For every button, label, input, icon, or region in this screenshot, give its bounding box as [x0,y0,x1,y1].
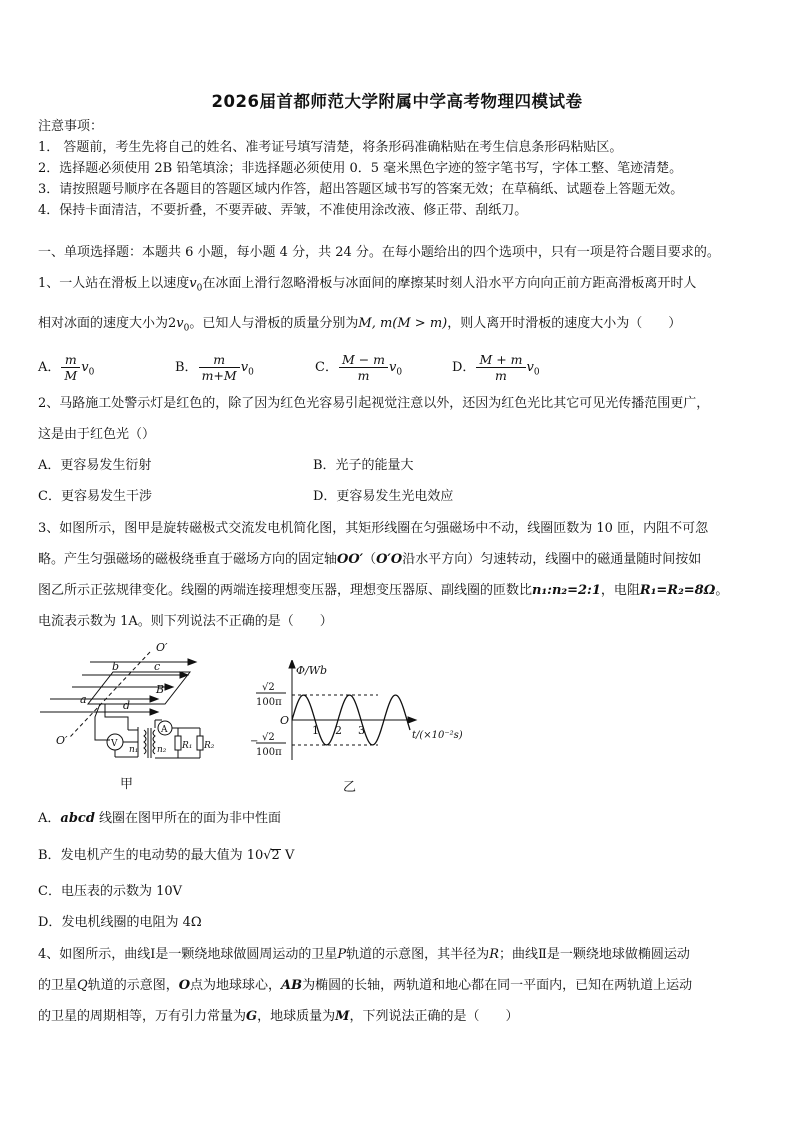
label-b: b [112,660,120,673]
notice-heading: 注意事项： [38,119,104,134]
q3-option-b: B．发电机产生的电动势的最大值为 10√2 V [38,848,295,863]
q3-line-2: 略。产生匀强磁场的磁极绕垂直于磁场方向的固定轴OO′（O′O沿水平方向）匀速转动，线圈中的磁通量随时间按如 [38,552,702,567]
resistor-r1 [175,736,181,750]
ymax-denominator: 100π [256,697,282,708]
ymax-numerator: √2 [262,682,275,693]
q1-text: ，则人离开时滑板的速度大小为（ ） [447,316,682,331]
label-B: B [156,683,165,696]
q1-mass: M, m(M > m) [358,316,448,331]
y-axis-label: Φ/Wb [296,664,328,677]
label-r1: R₁ [182,741,193,751]
q1-option-b: B． $\frac{m}{m+M}$ $v_0$ [175,352,254,383]
ymin-denominator: 100π [256,747,282,758]
label-o-prime-bottom: O′ [56,734,68,747]
q3-option-a: A．abcd 线圈在图甲所在的面为非中性面 [38,811,282,826]
q2-line-2: 这是由于红色光（） [38,427,156,442]
x-tick-2: 2 [335,724,342,737]
q1-option-c: C． $\frac{M - m}{m}$ $v_0$ [315,352,403,383]
x-axis-label: t/(×10⁻²s) [412,730,463,741]
q3-line-4: 电流表示数为 1A。则下列说法不正确的是（ ） [38,614,333,629]
secondary-coil [153,730,155,754]
ymin-numerator: √2 [262,732,275,743]
q4-line-3: 的卫星的周期相等，万有引力常量为G，地球质量为M，下列说法正确的是（ ） [38,1009,519,1024]
q1-line-2 [38,315,681,338]
q1-text: 1、一人站在滑板上以速度 [38,276,190,291]
resistor-r2 [197,736,203,750]
field-arrow [180,672,188,678]
label-d: d [123,699,131,712]
notice-item-3: 3．请按照题号顺序在各题目的答题区域内作答，超出答题区域书写的答案无效；在草稿纸、试题卷上答题无效。 [38,182,684,197]
figure-jia-generator [40,642,230,772]
q2-option-a: A．更容易发生衍射 [38,458,152,473]
q1-line-1 [38,275,696,298]
field-arrow [188,659,196,665]
label-A: A [161,725,168,735]
label-c: c [154,660,161,673]
label-n1: n₁ [129,745,139,755]
q3-line-1: 3、如图所示，图甲是旋转磁极式交流发电机简化图，其矩形线圈在匀强磁场中不动，线圈匝数为 10 匝，内阻不可忽 [38,521,709,536]
notice-item-4: 4．保持卡面清洁，不要折叠，不要弄破、弄皱，不准使用涂改液、修正带、刮纸刀。 [38,203,528,218]
lead-wire [95,704,110,740]
q3-option-d: D．发电机线圈的电阻为 4Ω [38,915,202,930]
x-tick-1: 1 [312,724,319,737]
q1-option-d: D． $\frac{M + m}{m}$ $v_0$ [452,352,540,383]
q3-option-c: C．电压表的示数为 10V [38,884,183,899]
primary-coil [144,730,146,754]
caption-jia: 甲 [120,777,134,792]
ymin-sign: − [250,736,259,747]
notice-item-1: 1． 答题前，考生先将自己的姓名、准考证号填写清楚，将条形码准确粘贴在考生信息条形码粘贴区。 [38,140,623,155]
q1-text: 在冰面上滑行忽略滑板与冰面间的摩擦某时刻人沿水平方向向正前方距高滑板离开时人 [202,276,697,291]
caption-yi: 乙 [343,780,357,795]
q4-line-2: 的卫星Q轨道的示意图，O点为地球球心，AB为椭圆的长轴，两轨道和地心都在同一平面内，已知在两轨道上运动 [38,978,693,993]
q2-option-c: C．更容易发生干涉 [38,489,152,504]
q1-v0: $v_0$ [189,276,203,294]
origin-label: O [280,714,290,727]
page-title: 2026届首都师范大学附属中学高考物理四模试卷 [211,92,583,111]
label-V: V [111,739,118,749]
label-o-prime-top: O′ [156,642,168,654]
q2-line-1: 2、马路施工处警示灯是红色的，除了因为红色光容易引起视觉注意以外，还因为红色光比其它可见光传播范围更广， [38,396,710,411]
q4-line-1: 4、如图所示，曲线Ⅰ是一颗绕地球做圆周运动的卫星P轨道的示意图，其半径为R；曲线Ⅱ是一颗绕地球做椭圆运动 [38,947,690,962]
figure-yi-flux-graph [250,660,510,770]
field-arrow [165,684,173,690]
x-tick-3: 3 [358,724,365,737]
field-arrow [150,709,158,715]
label-n2: n₂ [157,745,167,755]
q2-option-b: B．光子的能量大 [313,458,414,473]
q2-option-d: D．更容易发生光电效应 [313,489,454,504]
q3-line-3: 图乙所示正弦规律变化。线圈的两端连接理想变压器，理想变压器原、副线圈的匝数比n₁:n₂=2:1，电阻R₁=R₂=8Ω。 [38,583,729,598]
q1-text: 。已知人与滑板的质量分别为 [189,316,359,331]
notice-item-2: 2．选择题必须使用 2B 铅笔填涂；非选择题必须使用 0．5 毫米黑色字迹的签字笔书写，字体工整、笔迹清楚。 [38,161,683,176]
q1-option-a: A． $\frac{m}{M}$ $v_0$ [38,352,95,383]
field-arrow [150,696,158,702]
label-a: a [80,693,87,706]
q1-text: 相对冰面的速度大小为2 [38,316,177,331]
label-r2: R₂ [204,741,215,751]
q1-v0: $v_0$ [176,316,190,334]
section-heading: 一、单项选择题：本题共 6 小题，每小题 4 分，共 24 分。在每小题给出的四个选项中，只有一项是符合题目要求的。 [38,245,720,260]
